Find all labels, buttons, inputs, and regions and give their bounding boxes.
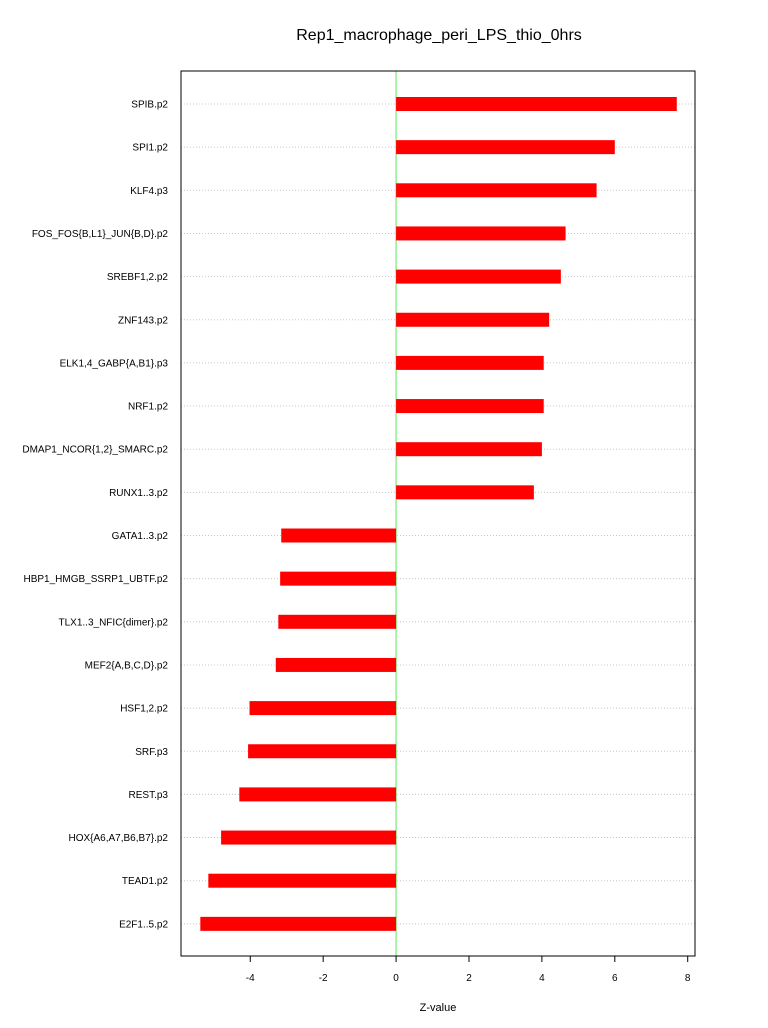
category-label: GATA1..3.p2 [111,531,168,542]
category-label: FOS_FOS{B,L1}_JUN{B,D}.p2 [31,228,168,240]
x-tick-label: 0 [393,973,399,984]
bar [276,658,396,672]
bar [208,874,396,888]
plot-frame [181,71,695,956]
x-tick-label: 4 [539,973,545,984]
category-label: HBP1_HMGB_SSRP1_UBTF.p2 [23,574,168,586]
category-label: NRF1.p2 [127,401,168,413]
category-label: ELK1,4_GABP{A,B1}.p3 [59,358,168,370]
x-axis-title: Z-value [419,1002,457,1014]
x-tick-label: 2 [466,973,472,984]
category-label: DMAP1_NCOR{1,2}_SMARC.p2 [22,444,168,456]
category-label: TLX1..3_NFIC{dimer}.p2 [58,617,168,629]
x-tick-label: 6 [612,973,618,984]
category-label: RUNX1..3.p2 [109,487,168,499]
category-label: SREBF1,2.p2 [106,272,168,284]
category-label: HSF1,2.p2 [120,703,168,715]
category-label: E2F1..5.p2 [119,919,168,931]
bar [396,140,615,154]
bar [396,183,596,197]
bar [248,744,396,758]
bar [396,270,561,284]
category-labels [22,100,168,931]
x-tick-label: -2 [318,973,328,984]
bar [239,787,396,801]
bar [396,356,544,370]
category-label: MEF2{A,B,C,D}.p2 [84,660,168,672]
category-label: SRF.p3 [135,746,168,758]
category-label: HOX{A6,A7,B6,B7}.p2 [68,833,168,845]
bar [250,701,397,715]
category-label: SPI1.p2 [132,142,168,154]
x-tick-label: -4 [245,973,255,984]
category-label: KLF4.p3 [130,185,168,197]
x-axis [246,956,691,984]
bar [396,97,677,111]
bars [200,97,676,931]
category-label: SPIB.p2 [131,99,168,111]
x-tick-label: 8 [684,973,691,984]
category-label: ZNF143.p2 [117,315,168,327]
category-label: REST.p3 [128,789,168,801]
bar [396,313,549,327]
category-label: TEAD1.p2 [121,876,168,888]
bar [278,615,396,629]
bar [396,442,542,456]
bar [221,831,396,845]
bar [200,917,396,931]
bar [396,226,566,240]
bar [281,529,396,543]
bar [396,485,534,499]
bar [280,572,396,586]
bar [396,399,544,413]
chart-title: Rep1_macrophage_peri_LPS_thio_0hrs [296,27,582,44]
